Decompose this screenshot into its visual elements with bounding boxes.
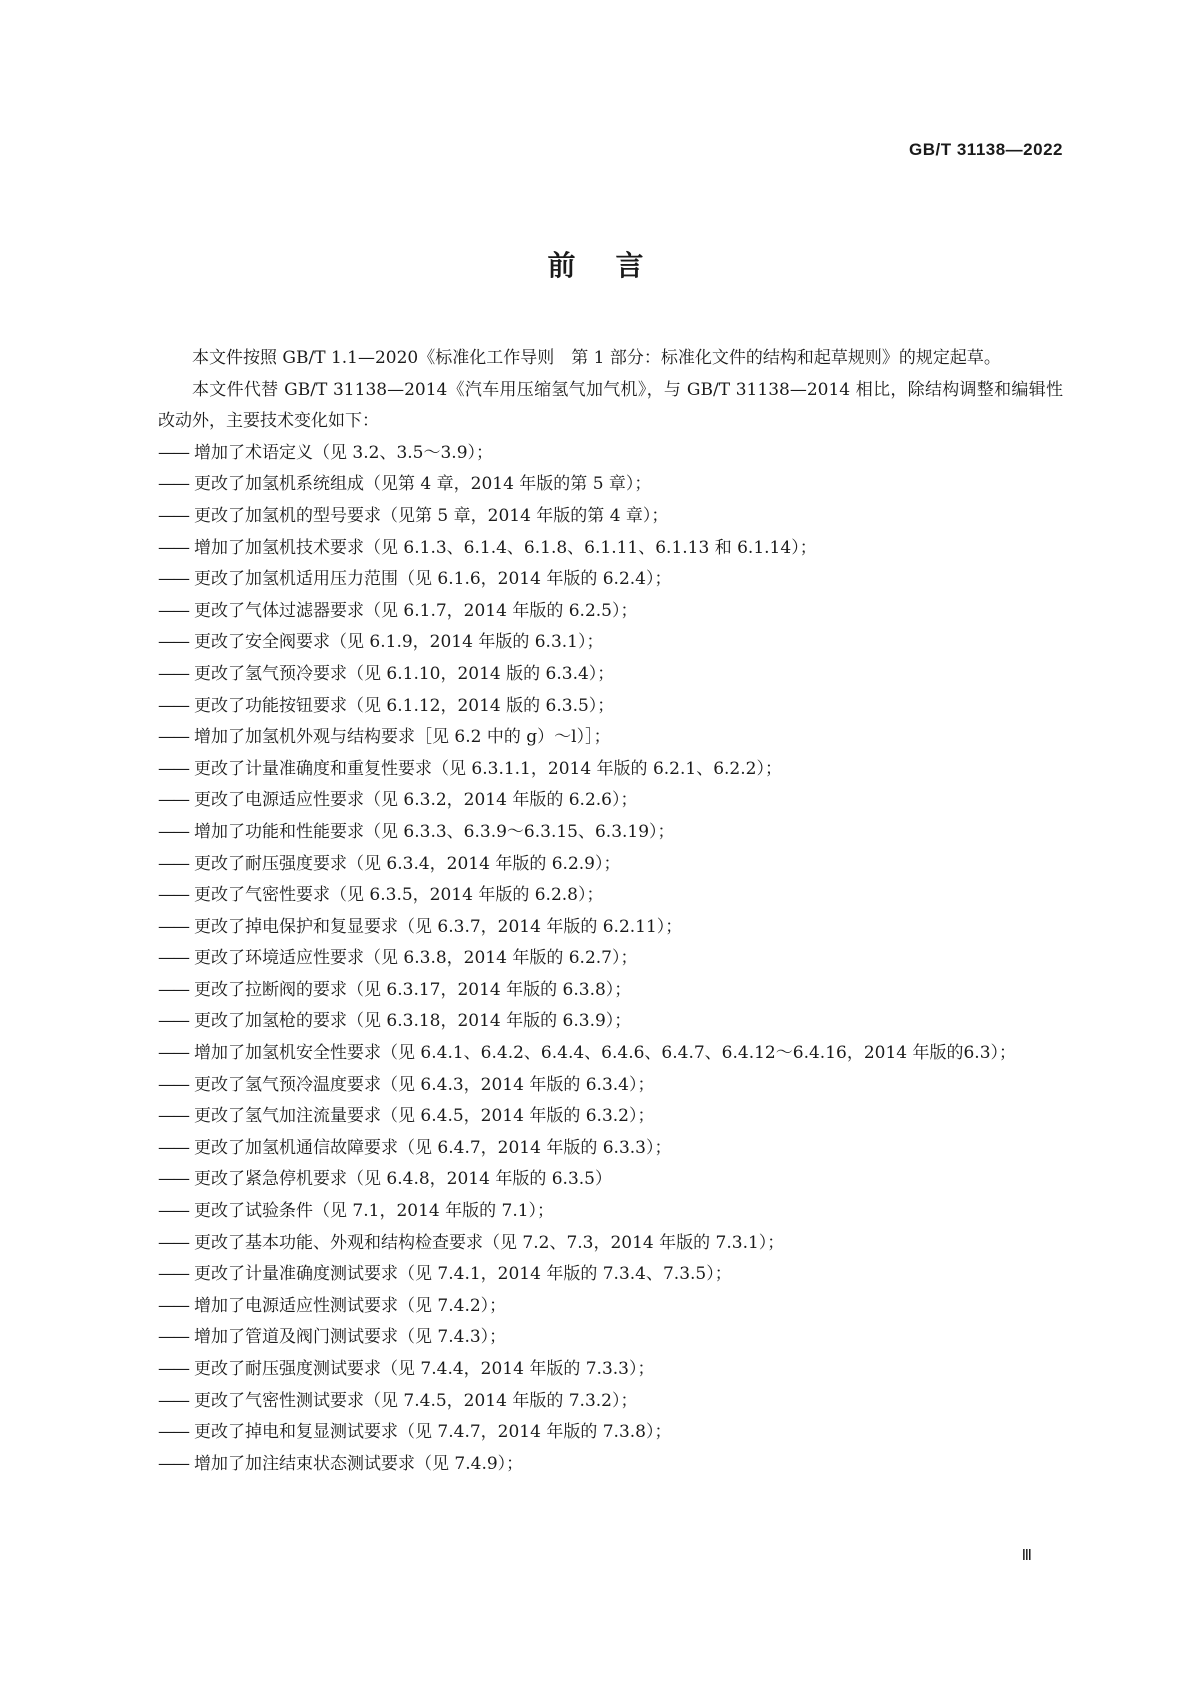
list-item: [158, 1164, 1063, 1196]
list-item-text: 更改了氢气加注流量要求（见 6.4.5，2014 年版的 6.3.2）；: [194, 1106, 655, 1127]
list-item: [158, 533, 1063, 565]
list-item: [158, 1354, 1063, 1386]
list-item: [158, 1228, 1063, 1260]
list-item-text: 增加了功能和性能要求（见 6.3.3、6.3.9～6.3.15、6.3.19）；: [194, 821, 675, 842]
list-item-text: 更改了掉电保护和复显要求（见 6.3.7，2014 年版的 6.2.11）；: [194, 916, 683, 937]
list-item: [158, 722, 1063, 754]
list-item-text: 增加了电源适应性测试要求（见 7.4.2）；: [194, 1295, 507, 1316]
list-item-text: 更改了耐压强度要求（见 6.3.4，2014 年版的 6.2.9）；: [194, 853, 621, 874]
list-dash: ——: [158, 1295, 188, 1316]
list-item-text: 更改了基本功能、外观和结构检查要求（见 7.2、7.3，2014 年版的 7.3.1）；: [194, 1232, 785, 1253]
list-item-text: 更改了加氢机适用压力范围（见 6.1.6，2014 年版的 6.2.4）；: [194, 569, 672, 590]
list-dash: ——: [158, 1011, 188, 1032]
list-dash: ——: [158, 569, 188, 590]
list-item-text: 增加了加注结束状态测试要求（见 7.4.9）；: [194, 1453, 524, 1474]
list-dash: ——: [158, 1359, 188, 1379]
list-dash: ——: [158, 1327, 188, 1348]
list-dash: ——: [158, 1390, 188, 1411]
list-item-text: 更改了掉电和复显测试要求（见 7.4.7，2014 年版的 7.3.8）；: [194, 1422, 672, 1443]
list-item-text: 增加了加氢机安全性要求（见 6.4.1、6.4.2、6.4.4、6.4.6、6.4.7、6.4.12～6.4.16，2014 年版的6.3）；: [194, 1043, 1017, 1064]
list-item-text: 增加了术语定义（见 3.2、3.5～3.9）；: [194, 442, 494, 463]
list-dash: ——: [158, 1169, 188, 1190]
list-dash: ——: [158, 537, 188, 558]
list-item: [158, 849, 1063, 881]
list-dash: ——: [158, 758, 188, 779]
list-item: [158, 975, 1063, 1007]
intro-paragraph: 本文件代替 GB/T 31138—2014《汽车用压缩氢气加气机》，与 GB/T 31138—2014 相比，除结构调整和编辑性改动外，主要技术变化如下：: [158, 379, 1063, 432]
list-item: [158, 691, 1063, 723]
list-dash: ——: [158, 474, 188, 495]
list-item: [158, 1417, 1063, 1449]
list-item: [158, 1322, 1063, 1354]
list-item: [158, 627, 1063, 659]
list-item-text: 更改了气密性要求（见 6.3.5，2014 年版的 6.2.8）；: [194, 885, 604, 906]
list-item-text: 更改了试验条件（见 7.1，2014 年版的 7.1）；: [194, 1201, 555, 1222]
list-item: [158, 469, 1063, 501]
list-dash: ——: [158, 885, 188, 906]
list-item-text: 更改了气体过滤器要求（见 6.1.7，2014 年版的 6.2.5）；: [194, 600, 638, 621]
list-dash: ——: [158, 632, 188, 653]
list-item-text: 更改了加氢机的型号要求（见第 5 章，2014 年版的第 4 章）；: [194, 505, 669, 526]
list-dash: ——: [158, 1453, 188, 1474]
list-item: [158, 596, 1063, 628]
list-item-text: 更改了功能按钮要求（见 6.1.12，2014 版的 6.3.5）；: [194, 695, 615, 716]
list-dash: ——: [158, 821, 188, 842]
list-dash: ——: [158, 948, 188, 969]
list-item-text: 更改了氢气预冷温度要求（见 6.4.3，2014 年版的 6.3.4）；: [194, 1074, 655, 1095]
list-item: [158, 438, 1063, 470]
list-item: [158, 1259, 1063, 1291]
changes-list: [158, 438, 1063, 1481]
list-dash: ——: [158, 1106, 188, 1127]
list-item: [158, 1386, 1063, 1418]
list-item: [158, 1070, 1063, 1102]
list-item: [158, 1133, 1063, 1165]
page-title: 前言: [547, 249, 684, 282]
list-dash: ——: [158, 663, 188, 684]
list-item: [158, 564, 1063, 596]
list-dash: ——: [158, 979, 188, 1000]
list-item: [158, 1196, 1063, 1228]
list-dash: ——: [158, 1232, 188, 1253]
list-item: [158, 785, 1063, 817]
list-item: [158, 912, 1063, 944]
list-item-text: 更改了加氢机通信故障要求（见 6.4.7，2014 年版的 6.3.3）；: [194, 1137, 672, 1158]
list-item-text: 更改了计量准确度和重复性要求（见 6.3.1.1，2014 年版的 6.2.1、6.2.2）；: [194, 758, 782, 779]
list-item-text: 更改了计量准确度测试要求（见 7.4.1，2014 年版的 7.3.4、7.3.5）；: [194, 1264, 732, 1285]
list-dash: ——: [158, 505, 188, 526]
list-item-text: 更改了加氢机系统组成（见第 4 章，2014 年版的第 5 章）；: [194, 474, 652, 495]
preface-body: [158, 343, 1063, 1480]
page-number: Ⅲ: [1021, 1548, 1031, 1564]
list-item: [158, 1006, 1063, 1038]
list-item-text: 更改了环境适应性要求（见 6.3.8，2014 年版的 6.2.7）；: [194, 948, 638, 969]
list-item-text: 更改了气密性测试要求（见 7.4.5，2014 年版的 7.3.2）；: [194, 1390, 638, 1411]
list-dash: ——: [158, 790, 188, 811]
list-item-text: 更改了紧急停机要求（见 6.4.8，2014 年版的 6.3.5）: [194, 1169, 612, 1190]
list-item: [158, 1449, 1063, 1481]
list-item: [158, 817, 1063, 849]
list-item-text: 更改了氢气预冷要求（见 6.1.10，2014 版的 6.3.4）；: [194, 663, 615, 684]
list-item: [158, 1101, 1063, 1133]
intro-paragraph: 本文件按照 GB/T 1.1—2020《标准化工作导则 第 1 部分：标准化文件的结构和起草规则》的规定起草。: [192, 348, 1001, 368]
standard-number: GB/T 31138—2022: [909, 140, 1063, 159]
list-item-text: 更改了加氢枪的要求（见 6.3.18，2014 年版的 6.3.9）；: [194, 1011, 632, 1032]
list-item-text: 增加了加氢机外观与结构要求［见 6.2 中的 g）～l）］；: [194, 727, 611, 748]
list-item: [158, 659, 1063, 691]
list-dash: ——: [158, 442, 188, 463]
list-item-text: 更改了电源适应性要求（见 6.3.2，2014 年版的 6.2.6）；: [194, 790, 638, 811]
list-dash: ——: [158, 1264, 188, 1285]
list-item: [158, 1291, 1063, 1323]
list-item-text: 增加了管道及阀门测试要求（见 7.4.3）；: [194, 1327, 507, 1348]
list-item-text: 更改了拉断阀的要求（见 6.3.17，2014 年版的 6.3.8）；: [194, 979, 632, 1000]
list-dash: ——: [158, 1201, 188, 1222]
list-dash: ——: [158, 853, 188, 874]
list-dash: ——: [158, 1422, 188, 1443]
list-item-text: 增加了加氢机技术要求（见 6.1.3、6.1.4、6.1.8、6.1.11、6.1.13 和 6.1.14）；: [194, 537, 817, 558]
list-item-text: 更改了安全阀要求（见 6.1.9，2014 年版的 6.3.1）；: [194, 632, 604, 653]
list-dash: ——: [158, 916, 188, 937]
list-item: [158, 943, 1063, 975]
list-dash: ——: [158, 1043, 188, 1064]
list-dash: ——: [158, 1137, 188, 1158]
list-dash: ——: [158, 600, 188, 621]
list-item-text: 更改了耐压强度测试要求（见 7.4.4，2014 年版的 7.3.3）；: [194, 1359, 655, 1379]
list-dash: ——: [158, 695, 188, 716]
list-item: [158, 1038, 1063, 1070]
list-item: [158, 880, 1063, 912]
list-dash: ——: [158, 1074, 188, 1095]
list-item: [158, 754, 1063, 786]
list-dash: ——: [158, 727, 188, 748]
list-item: [158, 501, 1063, 533]
